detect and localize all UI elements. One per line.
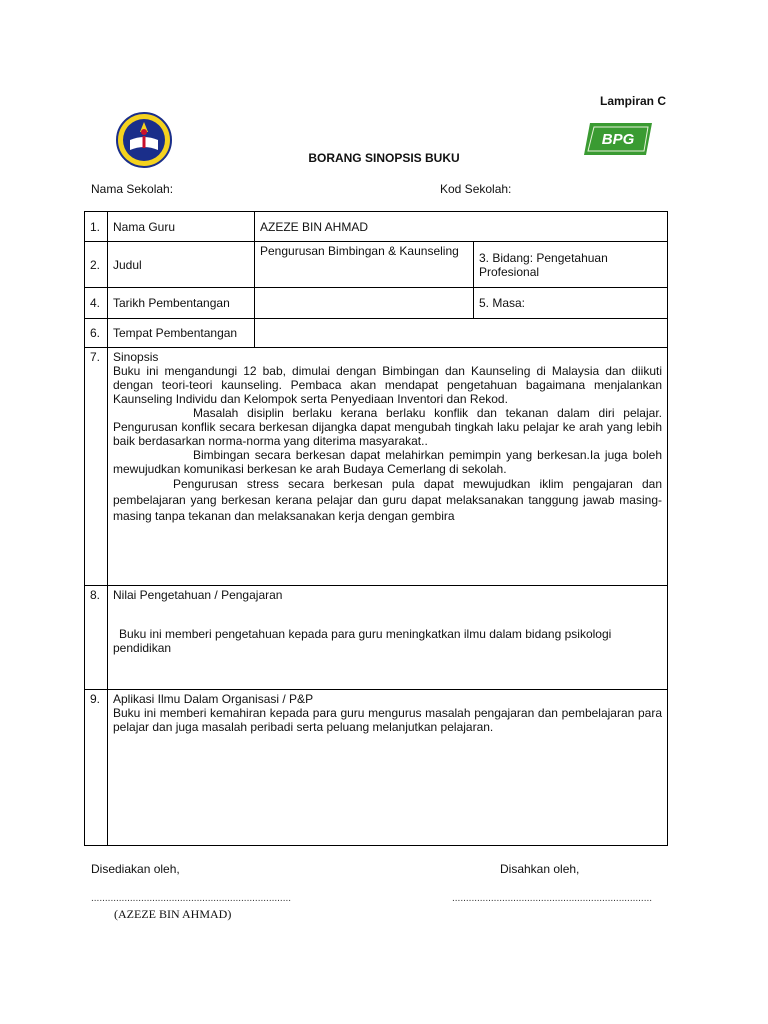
signature-line-left[interactable]: ........................................................................: [91, 893, 292, 904]
aplikasi-label: Aplikasi Ilmu Dalam Organisasi / P&P: [113, 692, 314, 706]
preparer-name: (AZEZE BIN AHMAD): [114, 907, 232, 921]
disediakan-label: Disediakan oleh,: [91, 862, 180, 876]
row-aplikasi: [85, 690, 668, 846]
page-title: BORANG SINOPSIS BUKU: [308, 151, 460, 165]
sinopsis-paragraph-1: Buku ini mengandungi 12 bab, dimulai dengan Bimbingan dan Kaunseling di Malaysia dan diikuti dengan teori-teori kaunseling. Pembaca akan mendapat pengetahuan bagaimana menjalankan Kaunseling Individu dan Kelompok serta Penyediaan Inventori dan Rekod.: [113, 364, 662, 406]
row-sinopsis: [85, 348, 668, 586]
masa-field[interactable]: 5. Masa:: [474, 288, 668, 319]
row-nama-guru: [85, 212, 668, 242]
nilai-label: Nilai Pengetahuan / Pengajaran: [113, 588, 283, 602]
nilai-text: Buku ini memberi pengetahuan kepada para guru meningkatkan ilmu dalam bidang psikologi pendidikan: [113, 627, 612, 655]
kod-sekolah-label: Kod Sekolah:: [440, 182, 512, 196]
lampiran-label: Lampiran C: [600, 94, 667, 108]
bpg-logo-text: BPG: [601, 131, 635, 148]
tarikh-value[interactable]: [255, 288, 474, 319]
bidang-field[interactable]: 3. Bidang: Pengetahuan Profesional: [474, 242, 668, 288]
nama-guru-value[interactable]: AZEZE BIN AHMAD: [255, 212, 668, 242]
aplikasi-cell[interactable]: [108, 690, 668, 846]
row-judul: [85, 242, 668, 288]
nama-guru-label: Nama Guru: [108, 212, 255, 242]
nilai-cell[interactable]: [108, 586, 668, 690]
row-number: 8.: [85, 586, 108, 690]
sinopsis-paragraph-3: Bimbingan secara berkesan dapat melahirkan pemimpin yang berkesan.Ia juga boleh mewujudkan komunikasi berkesan ke arah Budaya Cemerlang di sekolah.: [113, 448, 662, 476]
row-nilai: [85, 586, 668, 690]
judul-label: Judul: [108, 242, 255, 288]
synopsis-form: [84, 211, 668, 846]
row-number: 7.: [85, 348, 108, 586]
judul-value[interactable]: Pengurusan Bimbingan & Kaunseling: [255, 242, 474, 288]
disahkan-label: Disahkan oleh,: [500, 862, 580, 876]
tarikh-label: Tarikh Pembentangan: [108, 288, 255, 319]
nama-sekolah-label: Nama Sekolah:: [91, 182, 174, 196]
row-number: 2.: [85, 242, 108, 288]
row-number: 4.: [85, 288, 108, 319]
sinopsis-paragraph-2: Masalah disiplin berlaku kerana berlaku konflik dan tekanan dalam diri pelajar. Pengurusan konflik secara berkesan dijangka dapat mengubah tingkah laku pelajar ke arah yang lebih baik berdasarkan norma-norma yang diterima masyarakat..: [113, 406, 662, 448]
row-tarikh: [85, 288, 668, 319]
signature-line-right[interactable]: ........................................................................: [452, 893, 653, 904]
tempat-label: Tempat Pembentangan: [108, 319, 255, 348]
sinopsis-paragraph-4: Pengurusan stress secara berkesan pula dapat mewujudkan iklim pengajaran dan pembelajaran yang berkesan kerana pelajar dan guru dapat melaksanakan tanggung jawab masing-masing tanpa tekanan dan melaksanakan kerja dengan gembira: [113, 477, 662, 523]
row-number: 1.: [85, 212, 108, 242]
tempat-value[interactable]: [255, 319, 668, 348]
sinopsis-label: Sinopsis: [113, 350, 159, 364]
row-number: 9.: [85, 690, 108, 846]
sinopsis-cell[interactable]: [108, 348, 668, 586]
row-tempat: [85, 319, 668, 348]
aplikasi-text: Buku ini memberi kemahiran kepada para guru mengurus masalah pengajaran dan pembelajaran para pelajar dan juga masalah peribadi serta peluang melanjutkan pelajaran.: [113, 706, 662, 734]
row-number: 6.: [85, 319, 108, 348]
